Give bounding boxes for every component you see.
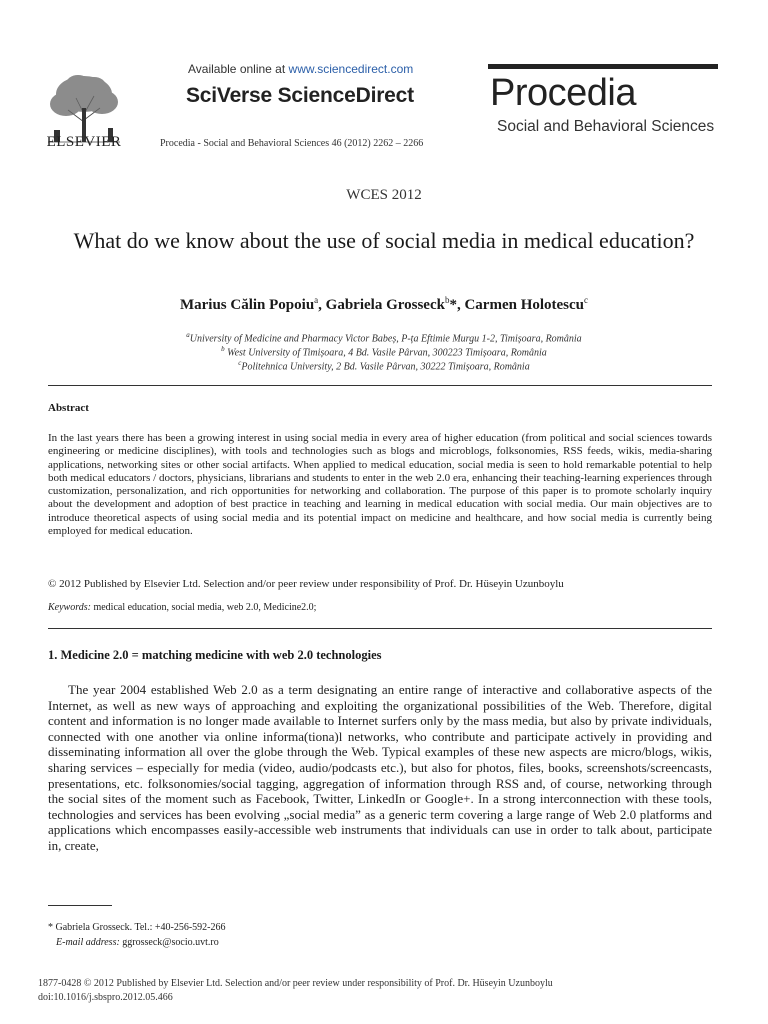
footnote-email (56, 937, 219, 948)
affiliation-mark: c (238, 359, 242, 367)
author-separator: , (456, 297, 465, 313)
corresponding-author-mark: * (449, 297, 457, 313)
divider (48, 385, 712, 386)
conference-name: WCES 2012 (346, 187, 422, 203)
platform-name: SciVerse ScienceDirect (186, 84, 414, 107)
affiliation-mark: b (221, 345, 225, 353)
abstract-label: Abstract (48, 402, 89, 414)
author-name: Carmen Holotescu (464, 297, 585, 313)
affiliation-text: University of Medicine and Pharmacy Victor Babeș, P-ța Eftimie Murgu 1-2, Timișoara, România (189, 333, 582, 345)
affiliation-mark: a (186, 331, 190, 339)
section-heading: 1. Medicine 2.0 = matching medicine with web 2.0 technologies (48, 648, 382, 662)
journal-subtitle: Social and Behavioral Sciences (497, 118, 715, 135)
availability-prefix: Available online at (188, 62, 289, 76)
keywords (48, 602, 712, 613)
publisher-name: ELSEVIER (46, 134, 122, 150)
keywords-list: medical education, social media, web 2.0, Medicine2.0; (90, 602, 317, 613)
affiliation (0, 345, 768, 358)
availability-line (188, 62, 413, 76)
journal-logo-rule (488, 64, 718, 69)
sciencedirect-link[interactable]: www.sciencedirect.com (288, 62, 414, 76)
journal-logo: Procedia (490, 72, 636, 114)
author-affil-mark: b (444, 295, 450, 305)
journal-reference: Procedia - Social and Behavioral Sciences 46 (2012) 2262 – 2266 (160, 138, 424, 149)
author-affil-mark: c (584, 295, 589, 305)
affiliation (0, 359, 768, 372)
abstract-copyright: © 2012 Published by Elsevier Ltd. Selection and/or peer review under responsibility of Prof. Dr. Hüseyin Uzunboylu (48, 578, 564, 590)
footnote-rule (48, 905, 112, 906)
footer-issn: 1877-0428 © 2012 Published by Elsevier Ltd. Selection and/or peer review under responsibility of Prof. Dr. Hüseyin Uzunboylu (38, 978, 553, 989)
email-address[interactable]: ggrosseck@socio.uvt.ro (119, 937, 219, 948)
author-name: Marius Călin Popoiu (179, 297, 315, 313)
footnote-contact: * Gabriela Grosseck. Tel.: +40-256-592-266 (48, 922, 226, 933)
affiliation (0, 331, 768, 344)
abstract-text: In the last years there has been a growing interest in using social media in every area of higher education (from political and social sciences towards engineering or medicine disciplines), with tools and technologies such as blogs and microblogs, folksonomies, RSS feeds, wikis, media-sharing applications, networking sites or other social artifacts. When applied to medical education, social media is seen to hold remarkable potential to help both medical educators / doctors, physicians, librarians and students to enter in the web 2.0 era, enhancing their teaching-learning experiences through customization, personalization, and rich opportunities for networking and collaboration. The purpose of this paper is to promote scholarly inquiry about the development and adoption of best practice in teaching and learning in medical education with social media. Our main objectives are to introduce theoretical aspects of using social media and its potential impact on medicine and healthcare, and how social media is currently being employed for medical education. (48, 432, 712, 538)
affiliation-text: Politehnica University, 2 Bd. Vasile Pârvan, 30222 Timișoara, România (241, 361, 530, 373)
paper-title: What do we know about the use of social media in medical education? (73, 228, 695, 253)
author-separator: , (318, 297, 326, 313)
author-list (0, 295, 768, 314)
divider (48, 628, 712, 629)
author-name: Gabriela Grosseck (325, 297, 445, 313)
keywords-label: Keywords: (48, 602, 91, 613)
footer-doi[interactable]: doi:10.1016/j.sbspro.2012.05.466 (38, 992, 173, 1003)
author-affil-mark: a (314, 295, 319, 305)
email-label: E-mail address: (56, 937, 120, 948)
body-paragraph: The year 2004 established Web 2.0 as a term designating an entire range of interactive and collaborative aspects of the Internet, as well as new ways of approaching and exploiting the organizational possibilities of the Web. Therefore, digital content and information is no longer made available to Internet surfers only by the mass media, but also by private individuals, connected with one another via online informa(tiona)l networks, who contribute and participate actively in providing and disseminating information all over the globe through the Web. Typical examples of these new aspects are micro/blogs, wikis, sharing services – especially for media (video, audio/podcasts etc.), but also for photos, files, books, screenshots/screencasts, presentations, etc. folksonomies/social tagging, aggregation of information through RSS and, of course, networking through the social sites of the moment such as Facebook, Twitter, LinkedIn or Google+. In a strong interconnection with these tools, technologies and services has been evolving „social media” as a generic term covering a large range of Web 2.0 platforms and applications which encompasses easily-accessible web instruments that individuals can use in order to talk about, participate in, create, (48, 682, 712, 853)
affiliation-text: West University of Timișoara, 4 Bd. Vasile Pârvan, 300223 Timișoara, România (224, 347, 547, 359)
